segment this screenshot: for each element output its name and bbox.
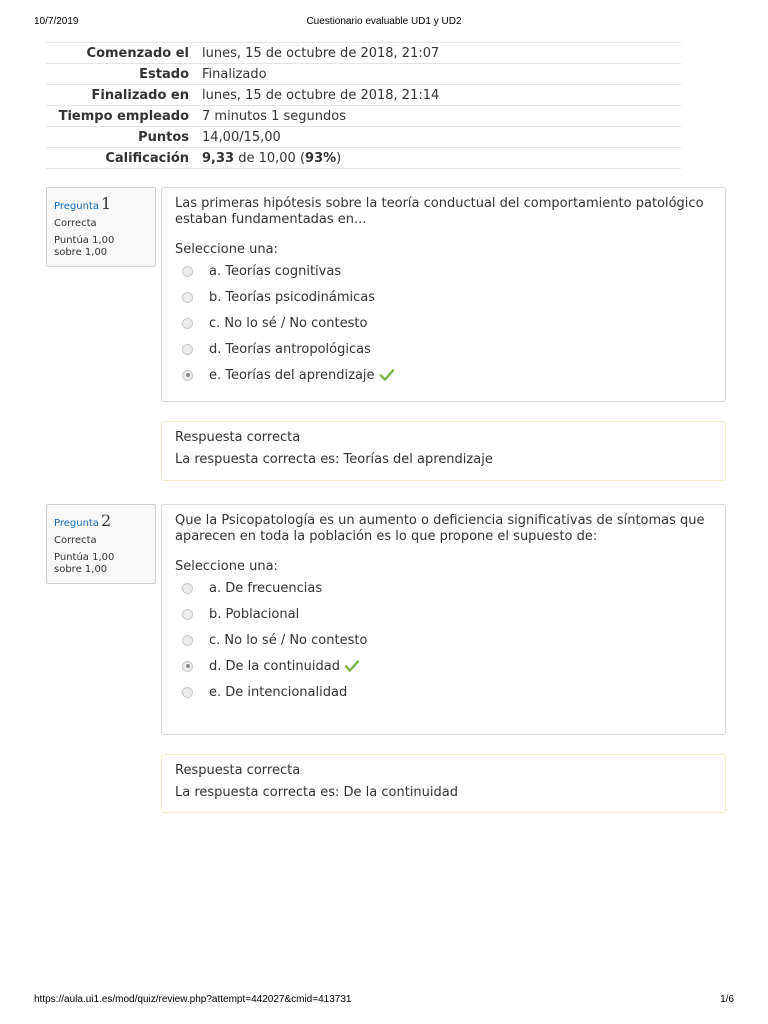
feedback-title: Respuesta correcta xyxy=(175,763,301,778)
summary-value xyxy=(196,148,681,169)
question-text: Que la Psicopatología es un aumento o deficiencia significativas de síntomas que aparecen en toda la población es lo que propone el supuesto de: xyxy=(175,513,705,544)
answer-option-selected[interactable] xyxy=(175,653,712,679)
radio-unchecked-icon[interactable] xyxy=(182,344,193,355)
answer-label: a. Teorías cognitivas xyxy=(209,263,342,279)
answer-label: d. De la continuidad xyxy=(209,658,340,674)
answer-option[interactable] xyxy=(175,258,712,284)
print-footer xyxy=(34,994,734,1008)
feedback-answer: La respuesta correcta es: Teorías del aprendizaje xyxy=(175,452,493,467)
answer-option-selected[interactable] xyxy=(175,362,712,388)
summary-label: Estado xyxy=(139,66,189,82)
summary-row-points xyxy=(46,127,681,148)
summary-value: 7 minutos 1 segundos xyxy=(202,108,346,124)
answer-prompt: Seleccione una: xyxy=(175,559,278,574)
radio-unchecked-icon[interactable] xyxy=(182,635,193,646)
question-text: Las primeras hipótesis sobre la teoría conductual del comportamiento patológico estaban fundamentadas en... xyxy=(175,196,704,227)
answer-option[interactable] xyxy=(175,575,712,601)
checkmark-icon xyxy=(344,658,360,674)
summary-label: Calificación xyxy=(105,150,189,166)
print-title: Cuestionario evaluable UD1 y UD2 xyxy=(306,16,462,27)
question-content-1 xyxy=(161,187,726,402)
question-info-1 xyxy=(46,187,156,267)
checkmark-icon xyxy=(379,367,395,383)
summary-row-finished xyxy=(46,85,681,106)
grade-close: ) xyxy=(336,150,342,166)
question-info-2 xyxy=(46,504,156,584)
question-grade: Puntúa 1,00 sobre 1,00 xyxy=(54,234,115,258)
feedback-title: Respuesta correcta xyxy=(175,430,301,445)
summary-label: Puntos xyxy=(138,129,189,145)
answer-label: e. Teorías del aprendizaje xyxy=(209,367,375,383)
summary-value: lunes, 15 de octubre de 2018, 21:07 xyxy=(202,45,440,61)
radio-checked-icon[interactable] xyxy=(182,370,193,381)
question-label: Pregunta xyxy=(54,201,99,212)
answer-label: d. Teorías antropológicas xyxy=(209,341,371,357)
radio-unchecked-icon[interactable] xyxy=(182,292,193,303)
answer-label: b. Teorías psicodinámicas xyxy=(209,289,375,305)
grade-score: 9,33 xyxy=(202,150,235,166)
summary-label: Tiempo empleado xyxy=(58,108,189,124)
question-number: 2 xyxy=(100,511,112,530)
question-state: Correcta xyxy=(54,218,97,229)
feedback-answer: La respuesta correcta es: De la continuidad xyxy=(175,785,458,800)
question-content-2 xyxy=(161,504,726,735)
summary-value: Finalizado xyxy=(202,66,267,82)
answer-label: c. No lo sé / No contesto xyxy=(209,315,368,331)
answer-label: e. De intencionalidad xyxy=(209,684,348,700)
question-label: Pregunta xyxy=(54,518,99,529)
answer-label: c. No lo sé / No contesto xyxy=(209,632,368,648)
summary-row-started xyxy=(46,43,681,64)
summary-value: 14,00/15,00 xyxy=(202,129,281,145)
print-date: 10/7/2019 xyxy=(34,16,79,27)
radio-checked-icon[interactable] xyxy=(182,661,193,672)
summary-label: Comenzado el xyxy=(86,45,189,61)
summary-label: Finalizado en xyxy=(91,87,189,103)
summary-row-grade xyxy=(46,148,681,169)
grade-percent: 93% xyxy=(305,150,337,166)
answer-prompt: Seleccione una: xyxy=(175,242,278,257)
print-page-number: 1/6 xyxy=(720,994,734,1005)
question-heading xyxy=(54,194,155,214)
answer-option[interactable] xyxy=(175,336,712,362)
question-state: Correcta xyxy=(54,535,97,546)
summary-row-time xyxy=(46,106,681,127)
answer-option[interactable] xyxy=(175,310,712,336)
answer-label: a. De frecuencias xyxy=(209,580,323,596)
print-header xyxy=(34,16,734,30)
answer-label: b. Poblacional xyxy=(209,606,300,622)
answer-list xyxy=(175,258,712,388)
answer-option[interactable] xyxy=(175,627,712,653)
grade-of: de 10,00 ( xyxy=(238,150,306,166)
answer-list xyxy=(175,575,712,705)
radio-unchecked-icon[interactable] xyxy=(182,687,193,698)
answer-option[interactable] xyxy=(175,601,712,627)
radio-unchecked-icon[interactable] xyxy=(182,266,193,277)
radio-unchecked-icon[interactable] xyxy=(182,318,193,329)
feedback-box-2 xyxy=(161,754,726,813)
answer-option[interactable] xyxy=(175,679,712,705)
answer-option[interactable] xyxy=(175,284,712,310)
radio-unchecked-icon[interactable] xyxy=(182,609,193,620)
question-grade: Puntúa 1,00 sobre 1,00 xyxy=(54,551,115,575)
print-url: https://aula.ui1.es/mod/quiz/review.php?attempt=442027&cmid=413731 xyxy=(34,994,352,1005)
summary-value: lunes, 15 de octubre de 2018, 21:14 xyxy=(202,87,440,103)
question-number: 1 xyxy=(100,194,112,213)
radio-unchecked-icon[interactable] xyxy=(182,583,193,594)
feedback-box-1 xyxy=(161,421,726,481)
summary-row-state xyxy=(46,64,681,85)
question-heading xyxy=(54,511,155,531)
attempt-summary-table xyxy=(46,42,681,169)
